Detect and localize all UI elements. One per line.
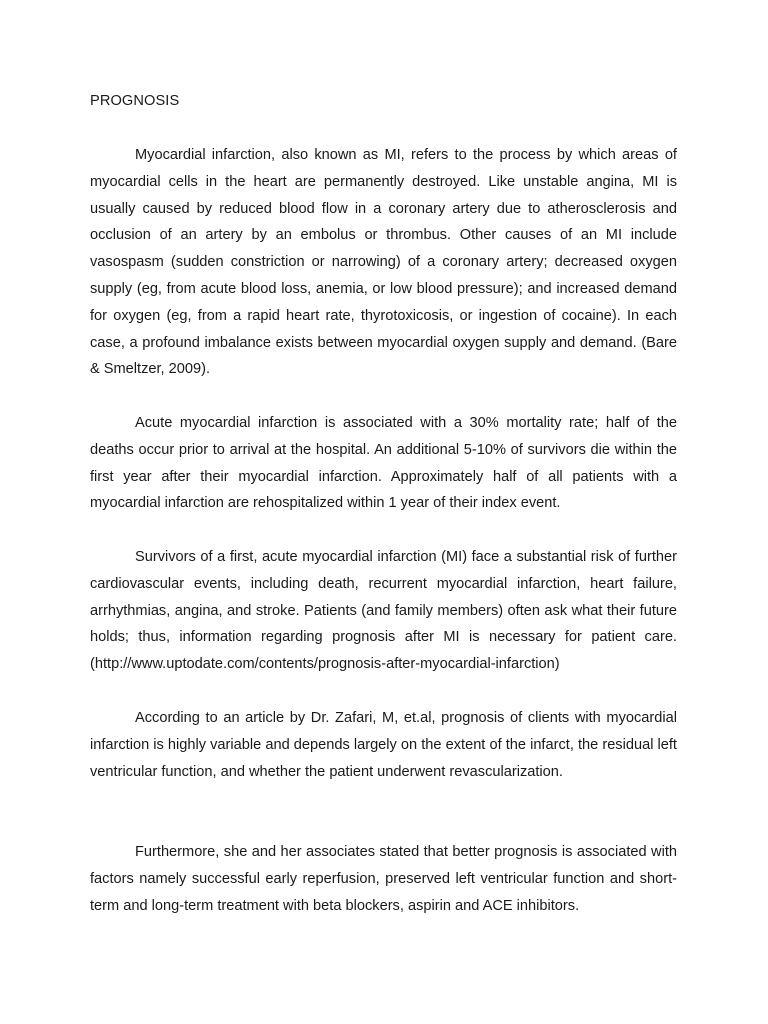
paragraph-zafari-article: According to an article by Dr. Zafari, M, et.al, prognosis of clients with myocardial infarction is highly variable and depends largely on the extent of the infarct, the residual left ventricular function, and whether the patient underwent revascularization. bbox=[90, 710, 677, 780]
paragraph-definition: Myocardial infarction, also known as MI, refers to the process by which areas of myocardial cells in the heart are permanently destroyed. Like unstable angina, MI is usually caused by reduced blood flow in a coronary artery due to atherosclerosis and occlusion of an artery by an embolus or thrombus. Other causes of an MI include vasospasm (sudden constriction or narrowing) of a coronary artery; decreased oxygen supply (eg, from acute blood loss, anemia, or low blood pressure); and increased demand for oxygen (eg, from a rapid heart rate, thyrotoxicosis, or ingestion of cocaine). In each case, a profound imbalance exists between myocardial oxygen supply and demand. (Bare & Smeltzer, 2009). bbox=[90, 147, 677, 378]
paragraph-better-prognosis-factors: Furthermore, she and her associates stated that better prognosis is associated with factors namely successful early reperfusion, preserved left ventricular function and short-term and long-term treatment with beta blockers, aspirin and ACE inhibitors. bbox=[90, 844, 677, 914]
paragraph-survivors-risk: Survivors of a first, acute myocardial infarction (MI) face a substantial risk of further cardiovascular events, including death, recurrent myocardial infarction, heart failure, arrhythmias, angina, and stroke. Patients (and family members) often ask what their future holds; thus, information regarding prognosis after MI is necessary for patient care. (http://www.uptodate.com/contents/prognosis-after-myocardial-infarction) bbox=[90, 549, 677, 673]
page-heading: PROGNOSIS bbox=[90, 93, 180, 109]
paragraph-mortality: Acute myocardial infarction is associated with a 30% mortality rate; half of the deaths occur prior to arrival at the hospital. An additional 5-10% of survivors die within the first year after their myocardial infarction. Approximately half of all patients with a myocardial infarction are rehospitalized within 1 year of their index event. bbox=[90, 415, 677, 512]
